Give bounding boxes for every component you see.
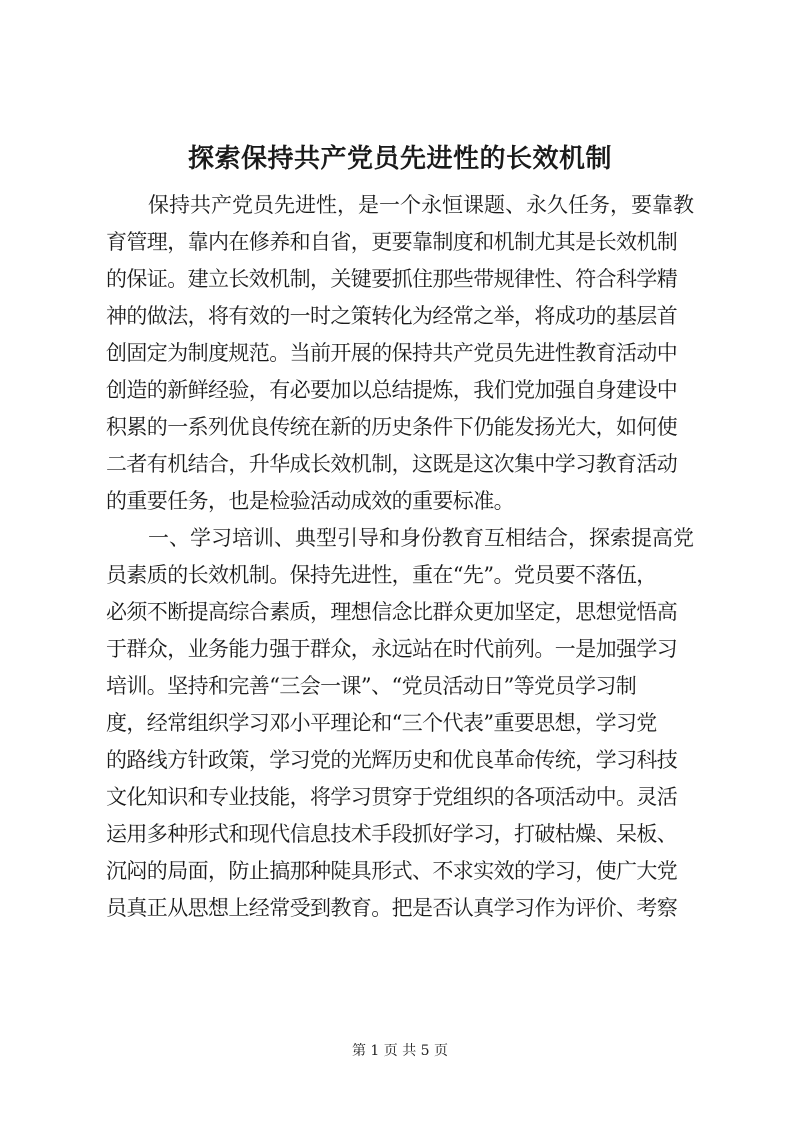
paragraph-1-line-1: 保持共产党员先进性，是一个永恒课题、永久任务，要靠教 [148,193,694,217]
document-title: 探索保持共产党员先进性的长效机制 [187,144,612,174]
paragraph-1-line-6: 创造的新鲜经验，有必要加以总结提炼，我们党加强自身建设中 [106,378,678,402]
paragraph-2-line-3: 必须不断提高综合素质，理想信念比群众更加坚定，思想觉悟高 [106,600,678,624]
paragraph-2-line-1: 一、学习培训、典型引导和身份教育互相结合，探索提高党 [148,526,694,550]
paragraph-2-line-9: 运用多种形式和现代信息技术手段抓好学习，打破枯燥、呆板、 [106,822,678,846]
paragraph-2-line-5: 培训。坚持和完善“三会一课”、“党员活动日”等党员学习制 [106,674,637,698]
paragraph-1-line-8: 二者有机结合，升华成长效机制，这既是这次集中学习教育活动 [106,452,678,476]
paragraph-1-line-5: 创固定为制度规范。当前开展的保持共产党员先进性教育活动中 [106,341,678,365]
document-body [106,187,706,927]
paragraph-2-line-6: 度，经常组织学习邓小平理论和“三个代表”重要思想，学习党 [106,711,657,735]
paragraph-1-line-3: 的保证。建立长效机制，关键要抓住那些带规律性、符合科学精 [106,267,678,291]
paragraph-2-line-2: 员素质的长效机制。保持先进性，重在“先”。党员要不落伍， [106,563,657,587]
paragraph-1-line-9: 的重要任务，也是检验活动成效的重要标准。 [106,489,514,513]
paragraph-2-line-10: 沉闷的局面，防止搞那种陡具形式、不求实效的学习，使广大党 [106,859,678,883]
paragraph-1-line-4: 神的做法，将有效的一时之策转化为经常之举，将成功的基层首 [106,304,678,328]
paragraph-1-line-7: 积累的一系列优良传统在新的历史条件下仍能发扬光大，如何使 [106,415,678,439]
paragraph-2-line-4: 于群众，业务能力强于群众，永远站在时代前列。一是加强学习 [106,637,678,661]
paragraph-2-line-11: 员真正从思想上经常受到教育。把是否认真学习作为评价、考察 [106,896,678,920]
paragraph-2-line-7: 的路线方针政策，学习党的光辉历史和优良革命传统，学习科技 [106,748,678,772]
paragraph-2-line-8: 文化知识和专业技能，将学习贯穿于党组织的各项活动中。灵活 [106,785,678,809]
paragraph-1-line-2: 育管理，靠内在修养和自省，更要靠制度和机制尤其是长效机制 [106,230,678,254]
page-footer: 第 1 页 共 5 页 [351,1043,449,1059]
